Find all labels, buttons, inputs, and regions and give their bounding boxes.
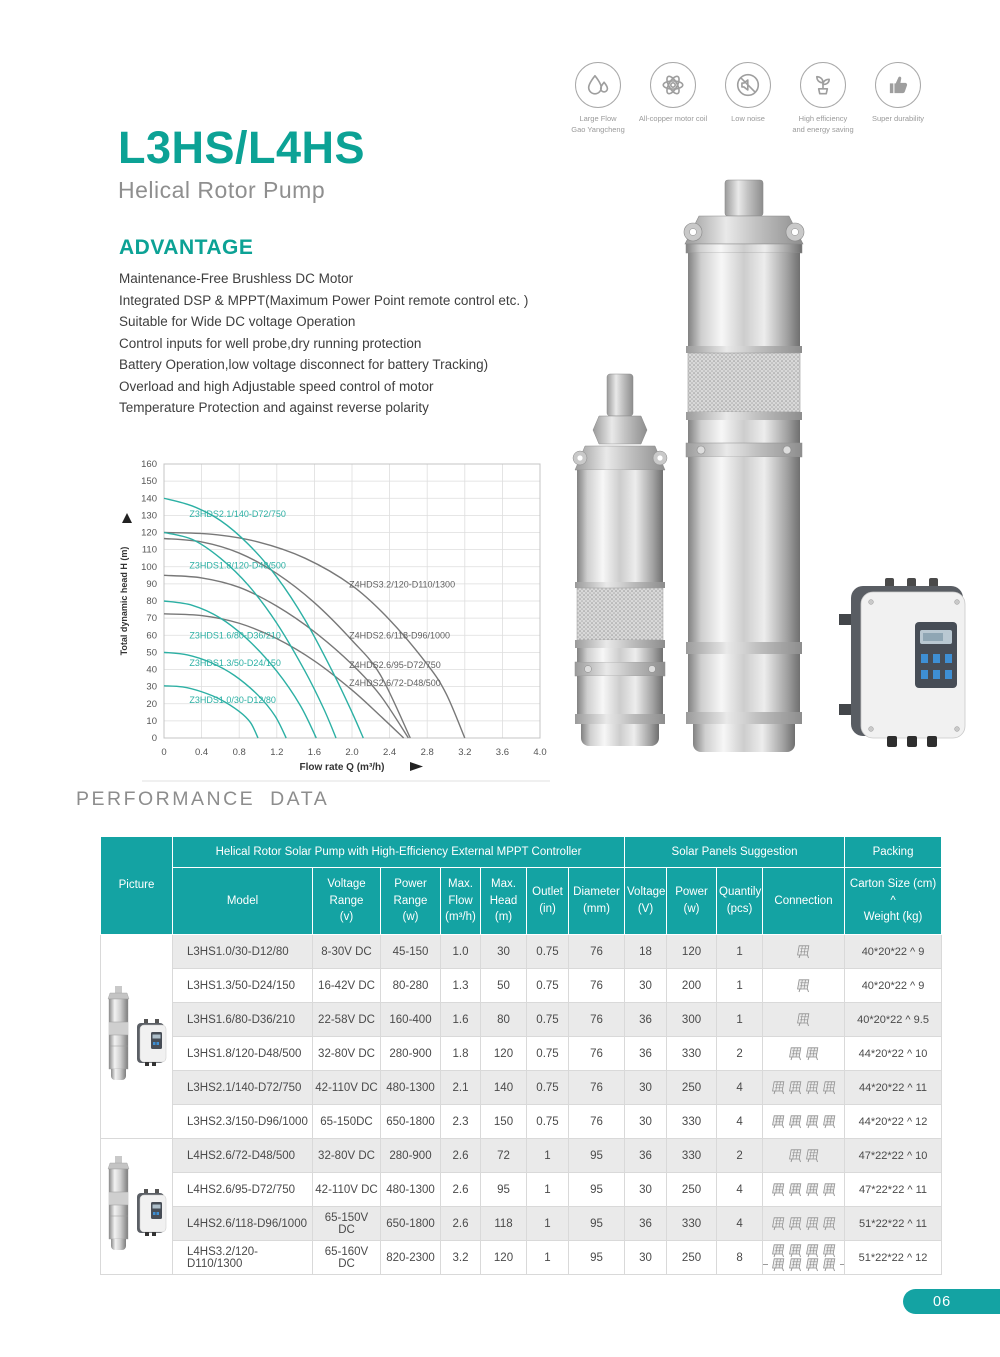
feature-icon-label: Large Flow Gao Yangcheng: [571, 114, 625, 134]
cell-diameter: 76: [569, 969, 625, 1003]
curve-Z4HDS2.6/95-D72/750: [164, 575, 408, 738]
cell-sp-voltage: 36: [625, 1003, 667, 1037]
advantage-item: Control inputs for well probe,dry running protection: [119, 335, 422, 351]
cell-voltage-range: 8-30V DC: [313, 935, 381, 969]
cell-power-range: 480-1300: [381, 1173, 441, 1207]
motor-coil-icon: [650, 62, 696, 108]
cell-sp-quantity: 1: [717, 969, 763, 1003]
cell-diameter: 95: [569, 1241, 625, 1275]
solar-panel-icon: [805, 1047, 820, 1061]
cell-max-head: 120: [481, 1037, 527, 1071]
column-header-power_range: Power Range (w): [381, 868, 441, 935]
cell-sp-quantity: 4: [717, 1173, 763, 1207]
cell-power-range: 650-1800: [381, 1207, 441, 1241]
svg-text:0.8: 0.8: [232, 747, 246, 758]
cell-outlet: 1: [527, 1207, 569, 1241]
cell-power-range: 280-900: [381, 1037, 441, 1071]
solar-panel-icon: [822, 1258, 837, 1272]
cell-carton: 44*20*22 ^ 10: [845, 1037, 942, 1071]
cell-carton: 51*22*22 ^ 12: [845, 1241, 942, 1275]
solar-panel-icon: [788, 1244, 803, 1258]
curve-label: Z3HDS1.0/30-D12/80: [189, 694, 276, 705]
cell-sp-quantity: 2: [717, 1139, 763, 1173]
svg-text:Total dynamic head H (m): Total dynamic head H (m): [119, 546, 129, 656]
svg-text:120: 120: [141, 527, 157, 539]
table-row: [101, 1173, 942, 1207]
solar-panel-icon: [771, 1115, 786, 1129]
tall-pump-photo: [684, 180, 804, 752]
solar-panel-icon: [805, 1149, 820, 1163]
advantage-section: [119, 236, 589, 419]
svg-text:10: 10: [146, 715, 157, 727]
cell-carton: 44*20*22 ^ 11: [845, 1071, 942, 1105]
curve-label: Z3HDS1.6/80-D36/210: [189, 630, 281, 641]
cell-connection: [763, 1037, 845, 1071]
cell-outlet: 0.75: [527, 969, 569, 1003]
page-subtitle: Helical Rotor Pump: [118, 177, 326, 203]
feature-icon-label: High efficiency and energy saving: [792, 114, 854, 134]
svg-text:50: 50: [146, 647, 157, 659]
cell-connection: [763, 1139, 845, 1173]
svg-text:4.0: 4.0: [533, 747, 547, 758]
solar-panel-icon: [805, 1217, 820, 1231]
cell-max-flow: 2.1: [441, 1071, 481, 1105]
cell-sp-voltage: 30: [625, 1071, 667, 1105]
column-header-model: Model: [173, 868, 313, 935]
solar-panel-icon: [788, 1081, 803, 1095]
cell-carton: 47*22*22 ^ 10: [845, 1139, 942, 1173]
advantage-list: [119, 268, 589, 419]
cell-max-flow: 2.6: [441, 1207, 481, 1241]
cell-model: L3HS1.6/80-D36/210: [173, 1003, 313, 1037]
svg-text:Flow rate Q (m³/h): Flow rate Q (m³/h): [299, 762, 385, 773]
svg-text:0: 0: [151, 733, 157, 744]
cell-sp-voltage: 36: [625, 1207, 667, 1241]
column-header-voltage_range: Voltage Range (v): [313, 868, 381, 935]
svg-text:0: 0: [161, 747, 167, 758]
solar-panel-icon: [788, 1149, 803, 1163]
cell-power-range: 280-900: [381, 1139, 441, 1173]
cell-sp-power: 330: [667, 1105, 717, 1139]
table-row: [101, 1139, 942, 1173]
cell-power-range: 160-400: [381, 1003, 441, 1037]
svg-text:30: 30: [146, 681, 157, 693]
column-header-sp_power: Power (w): [667, 868, 717, 935]
cell-sp-power: 330: [667, 1037, 717, 1071]
cell-diameter: 76: [569, 1037, 625, 1071]
product-photo-canvas: [553, 166, 975, 764]
cell-voltage-range: 65-160V DC: [313, 1241, 381, 1275]
table-row: [101, 969, 942, 1003]
solar-panel-icon: [788, 1258, 803, 1272]
solar-panel-icon: [805, 1244, 820, 1258]
performance-table-wrap: [100, 836, 942, 1275]
cell-connection: [763, 935, 845, 969]
cell-outlet: 1: [527, 1139, 569, 1173]
cell-diameter: 76: [569, 1105, 625, 1139]
cell-diameter: 95: [569, 1173, 625, 1207]
feature-icon-item: [713, 62, 783, 135]
cell-max-flow: 1.6: [441, 1003, 481, 1037]
svg-text:20: 20: [146, 698, 157, 710]
cell-voltage-range: 32-80V DC: [313, 1139, 381, 1173]
cell-outlet: 0.75: [527, 935, 569, 969]
solar-panel-icon: [805, 1258, 820, 1272]
feature-icons-row: [563, 62, 933, 135]
group-header-picture: Picture: [101, 837, 173, 935]
advantage-item: Maintenance-Free Brushless DC Motor: [119, 271, 354, 286]
cell-sp-voltage: 30: [625, 969, 667, 1003]
cell-model: L3HS1.8/120-D48/500: [173, 1037, 313, 1071]
cell-max-head: 72: [481, 1139, 527, 1173]
cell-max-flow: 3.2: [441, 1241, 481, 1275]
table-group-header-row: [101, 837, 942, 868]
pump-product-thumbnail: [105, 985, 169, 1085]
cell-power-range: 650-1800: [381, 1105, 441, 1139]
solar-panel-icon: [796, 945, 811, 959]
solar-panel-icon: [771, 1244, 786, 1258]
performance-data-heading: PERFORMANCE DATA: [76, 788, 330, 810]
chart-canvas: [116, 450, 550, 784]
table-row: [101, 1207, 942, 1241]
feature-icon-item: [563, 62, 633, 135]
cell-power-range: 80-280: [381, 969, 441, 1003]
mppt-controller-photo: [839, 578, 965, 747]
solar-panel-icon: [788, 1047, 803, 1061]
cell-sp-power: 200: [667, 969, 717, 1003]
page-number-badge: 06: [903, 1289, 1000, 1314]
curve-label: Z3HDS1.8/120-D48/500: [189, 560, 286, 571]
feature-icon-item: [638, 62, 708, 135]
cell-max-head: 150: [481, 1105, 527, 1139]
svg-text:3.6: 3.6: [495, 747, 510, 758]
svg-text:130: 130: [141, 510, 157, 522]
low-noise-icon: [725, 62, 771, 108]
svg-text:0.4: 0.4: [194, 747, 209, 758]
cell-sp-power: 250: [667, 1173, 717, 1207]
cell-power-range: 45-150: [381, 935, 441, 969]
cell-outlet: 0.75: [527, 1071, 569, 1105]
cell-carton: 40*20*22 ^ 9: [845, 969, 942, 1003]
advantage-heading: ADVANTAGE: [119, 236, 254, 259]
cell-power-range: 820-2300: [381, 1241, 441, 1275]
svg-text:40: 40: [146, 664, 157, 676]
cell-sp-power: 250: [667, 1241, 717, 1275]
cell-picture: [101, 935, 173, 1139]
svg-text:2.0: 2.0: [345, 747, 359, 758]
cell-model: L3HS2.1/140-D72/750: [173, 1071, 313, 1105]
group-header-helical: Helical Rotor Solar Pump with High-Efficiency External MPPT Controller: [173, 837, 625, 868]
cell-voltage-range: 65-150V DC: [313, 1207, 381, 1241]
cell-outlet: 0.75: [527, 1003, 569, 1037]
cell-carton: 40*20*22 ^ 9: [845, 935, 942, 969]
solar-panel-icon: [788, 1217, 803, 1231]
cell-diameter: 76: [569, 1003, 625, 1037]
curve-label: Z4HDS2.6/72-D48/500: [349, 677, 441, 688]
cell-model: L3HS2.3/150-D96/1000: [173, 1105, 313, 1139]
column-header-sp_voltage: Voltage (V): [625, 868, 667, 935]
curve-label: Z3HDS1.3/50-D24/150: [189, 658, 281, 669]
solar-panel-icon: [788, 1115, 803, 1129]
solar-panel-icon: [822, 1217, 837, 1231]
solar-panel-icon: [771, 1183, 786, 1197]
solar-panel-icon: [822, 1081, 837, 1095]
advantage-item: Suitable for Wide DC voltage Operation: [119, 314, 356, 329]
cell-sp-power: 330: [667, 1207, 717, 1241]
cell-max-flow: 1.3: [441, 969, 481, 1003]
solar-panel-icon: [771, 1258, 786, 1272]
solar-panel-icon: [805, 1183, 820, 1197]
cell-max-head: 30: [481, 935, 527, 969]
solar-panel-icon: [822, 1115, 837, 1129]
feature-icon-item: [788, 62, 858, 135]
cell-model: L4HS2.6/118-D96/1000: [173, 1207, 313, 1241]
page-title: L3HS/L4HS: [118, 122, 366, 173]
solar-panel-icon: [822, 1244, 837, 1258]
svg-text:100: 100: [141, 561, 157, 573]
cell-connection: [763, 1207, 845, 1241]
cell-sp-quantity: 4: [717, 1105, 763, 1139]
cell-outlet: 1: [527, 1241, 569, 1275]
svg-text:70: 70: [146, 613, 157, 625]
pump-performance-chart: [116, 450, 550, 784]
durability-icon: [875, 62, 921, 108]
cell-picture: [101, 1139, 173, 1275]
cell-connection: [763, 1241, 845, 1275]
title-block: [118, 122, 365, 204]
cell-max-flow: 1.0: [441, 935, 481, 969]
cell-sp-quantity: 1: [717, 935, 763, 969]
performance-table: [100, 836, 942, 1275]
cell-sp-voltage: 30: [625, 1173, 667, 1207]
cell-sp-quantity: 4: [717, 1071, 763, 1105]
advantage-item: Overload and high Adjustable speed control of motor: [119, 378, 434, 394]
curve-label: Z4HDS3.2/120-D110/1300: [349, 579, 456, 590]
cell-max-flow: 2.6: [441, 1173, 481, 1207]
feature-icon-label: Super durability: [871, 114, 925, 123]
solar-panel-icon: [822, 1183, 837, 1197]
cell-model: L3HS1.3/50-D24/150: [173, 969, 313, 1003]
cell-voltage-range: 65-150DC: [313, 1105, 381, 1139]
cell-carton: 47*22*22 ^ 11: [845, 1173, 942, 1207]
curve-label: Z3HDS2.1/140-D72/750: [189, 509, 286, 520]
cell-max-head: 118: [481, 1207, 527, 1241]
cell-voltage-range: 42-110V DC: [313, 1173, 381, 1207]
curve-label: Z4HDS2.6/118-D96/1000: [349, 630, 451, 641]
cell-diameter: 95: [569, 1207, 625, 1241]
column-header-outlet: Outlet (in): [527, 868, 569, 935]
svg-text:90: 90: [146, 578, 157, 590]
feature-icon-label: Low noise: [731, 114, 765, 123]
table-column-header-row: [101, 868, 942, 935]
svg-text:60: 60: [146, 630, 157, 642]
cell-sp-power: 120: [667, 935, 717, 969]
cell-model: L3HS1.0/30-D12/80: [173, 935, 313, 969]
water-drops-icon: [575, 62, 621, 108]
solar-panel-icon: [805, 1081, 820, 1095]
cell-voltage-range: 32-80V DC: [313, 1037, 381, 1071]
group-header-solar: Solar Panels Suggestion: [625, 837, 845, 868]
feature-icon-item: [863, 62, 933, 135]
svg-text:2.8: 2.8: [420, 747, 434, 758]
column-header-carton: Carton Size (cm) ^ Weight (kg): [845, 868, 942, 935]
svg-text:1.2: 1.2: [270, 747, 284, 758]
cell-connection: [763, 969, 845, 1003]
cell-sp-voltage: 30: [625, 1241, 667, 1275]
curve-Z3HDS1.0/30-D12/80: [164, 686, 258, 738]
cell-max-head: 95: [481, 1173, 527, 1207]
column-header-max_head: Max. Head (m): [481, 868, 527, 935]
cell-model: L4HS2.6/95-D72/750: [173, 1173, 313, 1207]
svg-text:80: 80: [146, 596, 157, 607]
energy-saving-icon: [800, 62, 846, 108]
cell-outlet: 0.75: [527, 1105, 569, 1139]
column-header-connection: Connection: [763, 868, 845, 935]
cell-sp-voltage: 36: [625, 1139, 667, 1173]
cell-sp-power: 300: [667, 1003, 717, 1037]
advantage-item: Temperature Protection and against reverse polarity: [119, 400, 429, 415]
cell-connection: [763, 1071, 845, 1105]
svg-text:110: 110: [141, 544, 157, 556]
column-header-sp_quantity: Quantily (pcs): [717, 868, 763, 935]
cell-sp-quantity: 2: [717, 1037, 763, 1071]
feature-icon-label: All-copper motor coil: [638, 114, 708, 123]
solar-panel-icon: [805, 1115, 820, 1129]
solar-panel-icon: [771, 1081, 786, 1095]
cell-carton: 44*20*22 ^ 12: [845, 1105, 942, 1139]
column-header-diameter: Diameter (mm): [569, 868, 625, 935]
table-row: [101, 1105, 942, 1139]
group-header-packing: Packing: [845, 837, 942, 868]
advantage-item: Integrated DSP & MPPT(Maximum Power Point remote control etc. ): [119, 292, 529, 308]
cell-max-flow: 2.3: [441, 1105, 481, 1139]
svg-text:150: 150: [141, 476, 157, 488]
svg-text:2.4: 2.4: [382, 747, 397, 758]
cell-max-head: 50: [481, 969, 527, 1003]
cell-sp-power: 330: [667, 1139, 717, 1173]
table-row: [101, 1241, 942, 1275]
cell-max-flow: 2.6: [441, 1139, 481, 1173]
cell-carton: 40*20*22 ^ 9.5: [845, 1003, 942, 1037]
curve-label: Z4HDS2.6/95-D72/750: [349, 659, 441, 670]
cell-max-flow: 1.8: [441, 1037, 481, 1071]
table-row: [101, 1003, 942, 1037]
cell-voltage-range: 16-42V DC: [313, 969, 381, 1003]
cell-max-head: 120: [481, 1241, 527, 1275]
cell-max-head: 140: [481, 1071, 527, 1105]
cell-sp-quantity: 8: [717, 1241, 763, 1275]
cell-connection: [763, 1105, 845, 1139]
cell-sp-power: 250: [667, 1071, 717, 1105]
cell-diameter: 76: [569, 1071, 625, 1105]
cell-carton: 51*22*22 ^ 11: [845, 1207, 942, 1241]
cell-power-range: 480-1300: [381, 1071, 441, 1105]
solar-panel-icon: [771, 1217, 786, 1231]
cell-diameter: 95: [569, 1139, 625, 1173]
cell-sp-voltage: 18: [625, 935, 667, 969]
small-pump-photo: [573, 374, 667, 746]
cell-model: L4HS3.2/120-D110/1300: [173, 1241, 313, 1275]
cell-diameter: 76: [569, 935, 625, 969]
table-row: [101, 1071, 942, 1105]
advantage-item: Battery Operation,low voltage disconnect for battery Tracking): [119, 357, 489, 372]
cell-max-head: 80: [481, 1003, 527, 1037]
cell-sp-voltage: 30: [625, 1105, 667, 1139]
cell-connection: [763, 1003, 845, 1037]
cell-sp-quantity: 4: [717, 1207, 763, 1241]
cell-outlet: 0.75: [527, 1037, 569, 1071]
cell-outlet: 1: [527, 1173, 569, 1207]
cell-connection: [763, 1173, 845, 1207]
cell-sp-voltage: 36: [625, 1037, 667, 1071]
svg-text:1.6: 1.6: [307, 747, 322, 758]
column-header-max_flow: Max. Flow (m³/h): [441, 868, 481, 935]
cell-voltage-range: 42-110V DC: [313, 1071, 381, 1105]
svg-text:140: 140: [141, 493, 157, 505]
solar-panel-icon: [796, 979, 811, 993]
solar-panel-icon: [788, 1183, 803, 1197]
svg-text:160: 160: [141, 459, 157, 470]
product-photo-pumps-and-controller: [553, 166, 975, 764]
svg-text:3.2: 3.2: [458, 747, 472, 758]
cell-voltage-range: 22-58V DC: [313, 1003, 381, 1037]
solar-panel-icon: [796, 1013, 811, 1027]
pump-product-thumbnail: [105, 1155, 169, 1255]
table-row: [101, 935, 942, 969]
table-row: [101, 1037, 942, 1071]
cell-model: L4HS2.6/72-D48/500: [173, 1139, 313, 1173]
cell-sp-quantity: 1: [717, 1003, 763, 1037]
